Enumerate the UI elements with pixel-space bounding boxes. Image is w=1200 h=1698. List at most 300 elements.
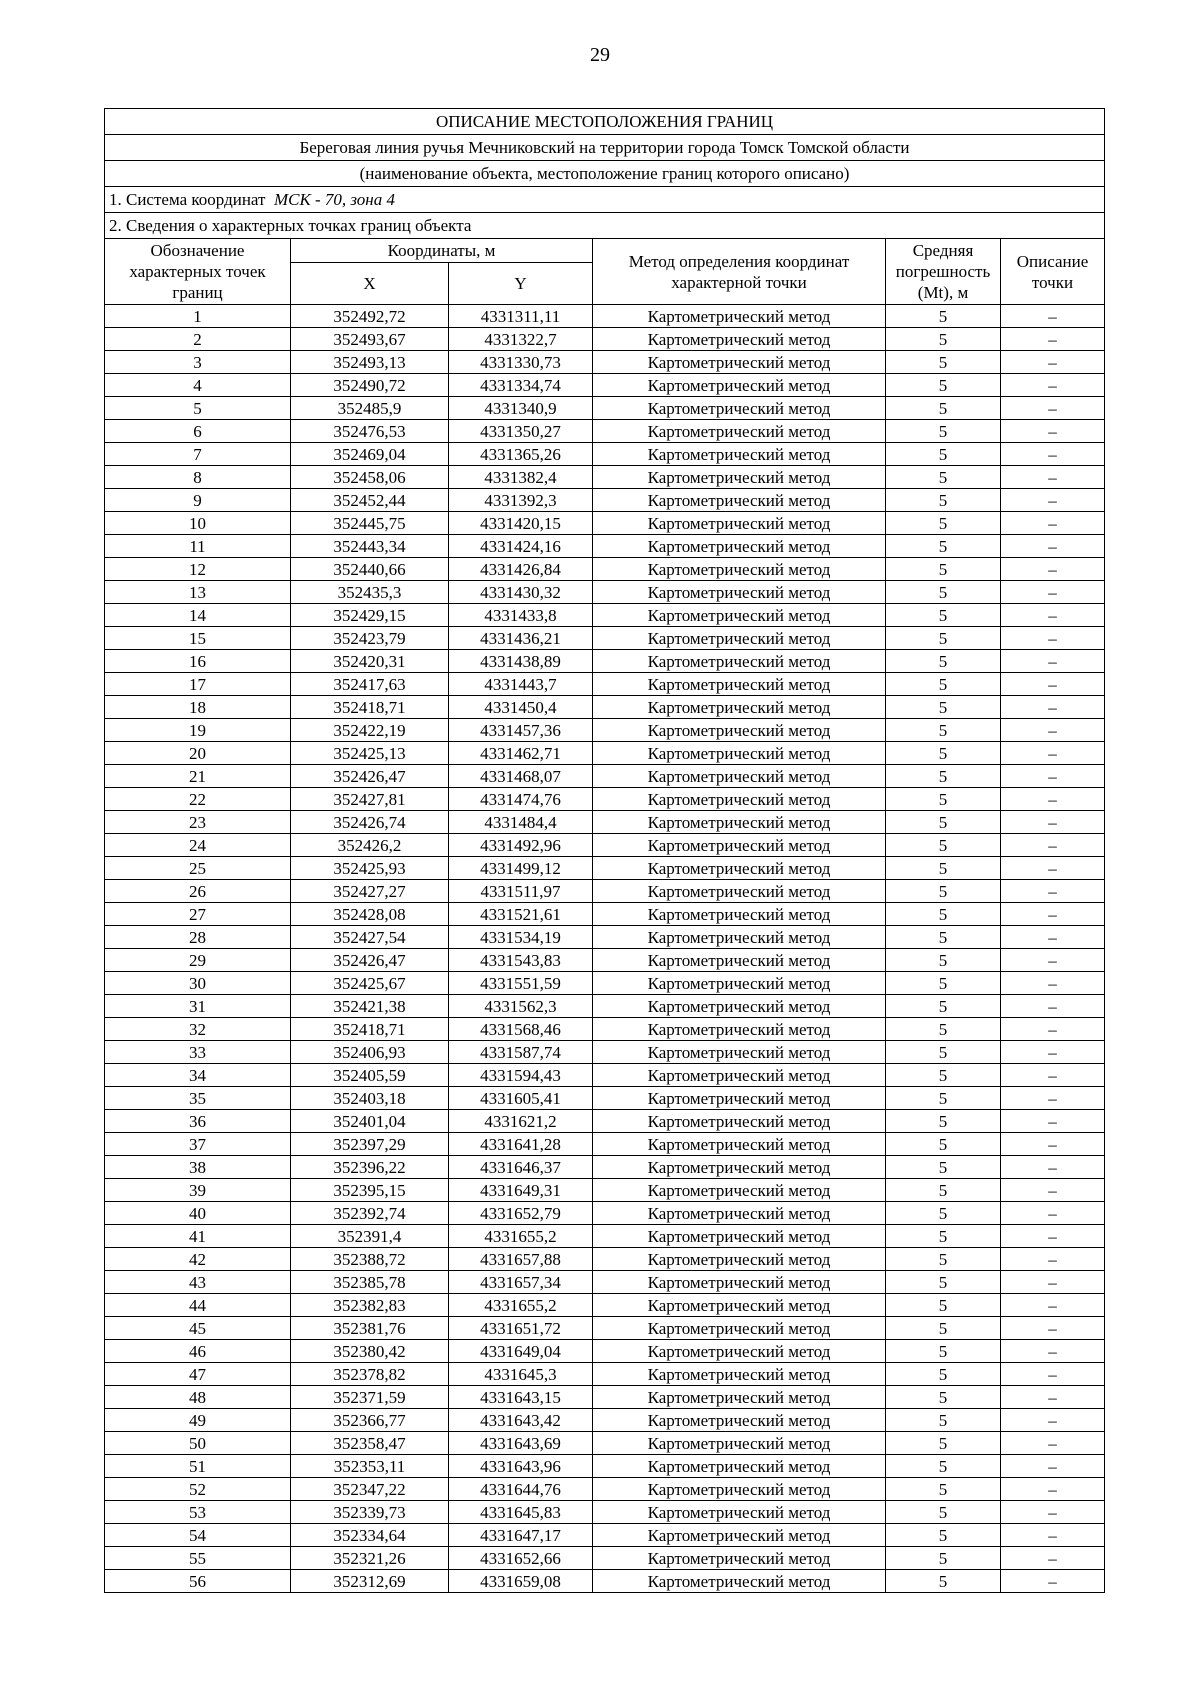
point-x: 352321,26 bbox=[291, 1547, 449, 1570]
point-description: – bbox=[1001, 811, 1105, 834]
point-y: 4331350,27 bbox=[449, 420, 593, 443]
point-description: – bbox=[1001, 581, 1105, 604]
coordinate-system-label: 1. Система координат bbox=[109, 190, 266, 209]
point-y: 4331330,73 bbox=[449, 351, 593, 374]
point-x: 352392,74 bbox=[291, 1202, 449, 1225]
point-error: 5 bbox=[886, 466, 1001, 489]
point-x: 352334,64 bbox=[291, 1524, 449, 1547]
table-row bbox=[105, 1547, 1105, 1570]
point-description: – bbox=[1001, 742, 1105, 765]
table-row bbox=[105, 374, 1105, 397]
point-error: 5 bbox=[886, 1248, 1001, 1271]
point-y: 4331492,96 bbox=[449, 834, 593, 857]
point-method: Картометрический метод bbox=[593, 1501, 886, 1524]
table-row bbox=[105, 788, 1105, 811]
point-description: – bbox=[1001, 1478, 1105, 1501]
point-method: Картометрический метод bbox=[593, 1455, 886, 1478]
point-y: 4331433,8 bbox=[449, 604, 593, 627]
point-error: 5 bbox=[886, 719, 1001, 742]
point-y: 4331652,79 bbox=[449, 1202, 593, 1225]
point-y: 4331647,17 bbox=[449, 1524, 593, 1547]
point-y: 4331543,83 bbox=[449, 949, 593, 972]
point-error: 5 bbox=[886, 949, 1001, 972]
point-description: – bbox=[1001, 995, 1105, 1018]
point-method: Картометрический метод bbox=[593, 673, 886, 696]
point-number: 43 bbox=[105, 1271, 291, 1294]
point-x: 352493,13 bbox=[291, 351, 449, 374]
point-method: Картометрический метод bbox=[593, 443, 886, 466]
point-method: Картометрический метод bbox=[593, 1248, 886, 1271]
point-y: 4331424,16 bbox=[449, 535, 593, 558]
point-description: – bbox=[1001, 535, 1105, 558]
point-description: – bbox=[1001, 1409, 1105, 1432]
point-error: 5 bbox=[886, 765, 1001, 788]
point-number: 56 bbox=[105, 1570, 291, 1593]
table-row bbox=[105, 742, 1105, 765]
table-row bbox=[105, 1041, 1105, 1064]
point-description: – bbox=[1001, 1133, 1105, 1156]
point-y: 4331322,7 bbox=[449, 328, 593, 351]
table-row bbox=[105, 351, 1105, 374]
point-description: – bbox=[1001, 696, 1105, 719]
point-number: 5 bbox=[105, 397, 291, 420]
point-number: 8 bbox=[105, 466, 291, 489]
point-method: Картометрический метод bbox=[593, 903, 886, 926]
point-x: 352420,31 bbox=[291, 650, 449, 673]
point-x: 352421,38 bbox=[291, 995, 449, 1018]
point-error: 5 bbox=[886, 420, 1001, 443]
point-y: 4331334,74 bbox=[449, 374, 593, 397]
point-number: 55 bbox=[105, 1547, 291, 1570]
point-method: Картометрический метод bbox=[593, 1363, 886, 1386]
point-y: 4331420,15 bbox=[449, 512, 593, 535]
table-row bbox=[105, 949, 1105, 972]
point-error: 5 bbox=[886, 374, 1001, 397]
point-y: 4331659,08 bbox=[449, 1570, 593, 1593]
point-description: – bbox=[1001, 765, 1105, 788]
point-x: 352426,74 bbox=[291, 811, 449, 834]
point-y: 4331511,97 bbox=[449, 880, 593, 903]
point-number: 49 bbox=[105, 1409, 291, 1432]
point-method: Картометрический метод bbox=[593, 1547, 886, 1570]
point-y: 4331450,4 bbox=[449, 696, 593, 719]
point-description: – bbox=[1001, 351, 1105, 374]
point-method: Картометрический метод bbox=[593, 1570, 886, 1593]
table-row bbox=[105, 995, 1105, 1018]
point-error: 5 bbox=[886, 1294, 1001, 1317]
point-method: Картометрический метод bbox=[593, 627, 886, 650]
point-error: 5 bbox=[886, 1202, 1001, 1225]
point-number: 12 bbox=[105, 558, 291, 581]
table-row bbox=[105, 489, 1105, 512]
point-error: 5 bbox=[886, 512, 1001, 535]
table-row bbox=[105, 535, 1105, 558]
point-y: 4331457,36 bbox=[449, 719, 593, 742]
point-number: 44 bbox=[105, 1294, 291, 1317]
point-number: 10 bbox=[105, 512, 291, 535]
point-error: 5 bbox=[886, 1156, 1001, 1179]
point-x: 352380,42 bbox=[291, 1340, 449, 1363]
point-method: Картометрический метод bbox=[593, 1340, 886, 1363]
point-description: – bbox=[1001, 1110, 1105, 1133]
point-y: 4331643,15 bbox=[449, 1386, 593, 1409]
point-method: Картометрический метод bbox=[593, 374, 886, 397]
point-y: 4331365,26 bbox=[449, 443, 593, 466]
point-x: 352490,72 bbox=[291, 374, 449, 397]
col-y-header: Y bbox=[449, 263, 593, 305]
point-method: Картометрический метод bbox=[593, 328, 886, 351]
table-row bbox=[105, 650, 1105, 673]
point-method: Картометрический метод bbox=[593, 788, 886, 811]
point-method: Картометрический метод bbox=[593, 742, 886, 765]
point-x: 352492,72 bbox=[291, 305, 449, 328]
point-x: 352445,75 bbox=[291, 512, 449, 535]
point-y: 4331644,76 bbox=[449, 1478, 593, 1501]
table-row bbox=[105, 328, 1105, 351]
col-designation-header: Обозначение характерных точек границ bbox=[105, 239, 291, 305]
point-y: 4331443,7 bbox=[449, 673, 593, 696]
point-x: 352396,22 bbox=[291, 1156, 449, 1179]
point-x: 352418,71 bbox=[291, 696, 449, 719]
point-x: 352403,18 bbox=[291, 1087, 449, 1110]
point-error: 5 bbox=[886, 1524, 1001, 1547]
point-y: 4331655,2 bbox=[449, 1225, 593, 1248]
point-method: Картометрический метод bbox=[593, 949, 886, 972]
point-error: 5 bbox=[886, 1363, 1001, 1386]
point-number: 24 bbox=[105, 834, 291, 857]
point-error: 5 bbox=[886, 443, 1001, 466]
table-row bbox=[105, 1248, 1105, 1271]
point-x: 352358,47 bbox=[291, 1432, 449, 1455]
point-method: Картометрический метод bbox=[593, 1478, 886, 1501]
point-x: 352395,15 bbox=[291, 1179, 449, 1202]
point-error: 5 bbox=[886, 1570, 1001, 1593]
point-y: 4331657,34 bbox=[449, 1271, 593, 1294]
point-x: 352425,13 bbox=[291, 742, 449, 765]
point-method: Картометрический метод bbox=[593, 1064, 886, 1087]
point-description: – bbox=[1001, 1317, 1105, 1340]
table-row bbox=[105, 673, 1105, 696]
point-x: 352378,82 bbox=[291, 1363, 449, 1386]
point-description: – bbox=[1001, 1087, 1105, 1110]
point-y: 4331551,59 bbox=[449, 972, 593, 995]
point-y: 4331562,3 bbox=[449, 995, 593, 1018]
point-y: 4331499,12 bbox=[449, 857, 593, 880]
point-number: 2 bbox=[105, 328, 291, 351]
point-x: 352427,54 bbox=[291, 926, 449, 949]
col-coords-header: Координаты, м bbox=[291, 239, 593, 263]
point-y: 4331468,07 bbox=[449, 765, 593, 788]
point-x: 352353,11 bbox=[291, 1455, 449, 1478]
point-number: 9 bbox=[105, 489, 291, 512]
table-row bbox=[105, 857, 1105, 880]
point-x: 352452,44 bbox=[291, 489, 449, 512]
point-x: 352366,77 bbox=[291, 1409, 449, 1432]
table-row bbox=[105, 1018, 1105, 1041]
table-row bbox=[105, 1501, 1105, 1524]
point-x: 352427,27 bbox=[291, 880, 449, 903]
point-method: Картометрический метод bbox=[593, 489, 886, 512]
point-description: – bbox=[1001, 489, 1105, 512]
table-row bbox=[105, 719, 1105, 742]
table-row bbox=[105, 765, 1105, 788]
point-y: 4331484,4 bbox=[449, 811, 593, 834]
point-y: 4331645,83 bbox=[449, 1501, 593, 1524]
point-description: – bbox=[1001, 1294, 1105, 1317]
point-method: Картометрический метод bbox=[593, 650, 886, 673]
coordinate-system-value: МСК - 70, зона 4 bbox=[273, 190, 395, 209]
point-description: – bbox=[1001, 1570, 1105, 1593]
point-error: 5 bbox=[886, 1087, 1001, 1110]
point-description: – bbox=[1001, 788, 1105, 811]
point-y: 4331521,61 bbox=[449, 903, 593, 926]
point-method: Картометрический метод bbox=[593, 1294, 886, 1317]
point-error: 5 bbox=[886, 558, 1001, 581]
point-error: 5 bbox=[886, 1271, 1001, 1294]
table-row bbox=[105, 972, 1105, 995]
point-error: 5 bbox=[886, 627, 1001, 650]
point-x: 352381,76 bbox=[291, 1317, 449, 1340]
point-method: Картометрический метод bbox=[593, 305, 886, 328]
point-method: Картометрический метод bbox=[593, 696, 886, 719]
table-row bbox=[105, 420, 1105, 443]
point-description: – bbox=[1001, 397, 1105, 420]
point-method: Картометрический метод bbox=[593, 1156, 886, 1179]
point-x: 352401,04 bbox=[291, 1110, 449, 1133]
point-method: Картометрический метод bbox=[593, 397, 886, 420]
point-method: Картометрический метод bbox=[593, 1225, 886, 1248]
point-description: – bbox=[1001, 1202, 1105, 1225]
point-x: 352422,19 bbox=[291, 719, 449, 742]
point-x: 352397,29 bbox=[291, 1133, 449, 1156]
point-description: – bbox=[1001, 1271, 1105, 1294]
table-row bbox=[105, 1317, 1105, 1340]
point-x: 352385,78 bbox=[291, 1271, 449, 1294]
point-description: – bbox=[1001, 834, 1105, 857]
table-row bbox=[105, 834, 1105, 857]
point-error: 5 bbox=[886, 1133, 1001, 1156]
point-error: 5 bbox=[886, 1110, 1001, 1133]
point-error: 5 bbox=[886, 1455, 1001, 1478]
points-table-body bbox=[105, 305, 1105, 1593]
table-row bbox=[105, 512, 1105, 535]
table-row bbox=[105, 604, 1105, 627]
point-x: 352423,79 bbox=[291, 627, 449, 650]
point-number: 51 bbox=[105, 1455, 291, 1478]
point-method: Картометрический метод bbox=[593, 1524, 886, 1547]
boundary-description-table bbox=[104, 108, 1105, 1593]
point-number: 33 bbox=[105, 1041, 291, 1064]
point-method: Картометрический метод bbox=[593, 972, 886, 995]
point-method: Картометрический метод bbox=[593, 1409, 886, 1432]
point-method: Картометрический метод bbox=[593, 1386, 886, 1409]
point-description: – bbox=[1001, 443, 1105, 466]
point-method: Картометрический метод bbox=[593, 719, 886, 742]
table-row bbox=[105, 880, 1105, 903]
point-error: 5 bbox=[886, 397, 1001, 420]
point-method: Картометрический метод bbox=[593, 466, 886, 489]
table-row bbox=[105, 696, 1105, 719]
point-x: 352469,04 bbox=[291, 443, 449, 466]
point-number: 31 bbox=[105, 995, 291, 1018]
point-method: Картометрический метод bbox=[593, 420, 886, 443]
point-error: 5 bbox=[886, 811, 1001, 834]
point-x: 352425,93 bbox=[291, 857, 449, 880]
point-y: 4331534,19 bbox=[449, 926, 593, 949]
point-number: 1 bbox=[105, 305, 291, 328]
point-x: 352382,83 bbox=[291, 1294, 449, 1317]
point-x: 352428,08 bbox=[291, 903, 449, 926]
point-error: 5 bbox=[886, 903, 1001, 926]
point-number: 19 bbox=[105, 719, 291, 742]
table-row bbox=[105, 397, 1105, 420]
point-description: – bbox=[1001, 1225, 1105, 1248]
point-description: – bbox=[1001, 880, 1105, 903]
point-y: 4331382,4 bbox=[449, 466, 593, 489]
point-x: 352426,47 bbox=[291, 765, 449, 788]
table-row bbox=[105, 926, 1105, 949]
point-y: 4331474,76 bbox=[449, 788, 593, 811]
point-number: 37 bbox=[105, 1133, 291, 1156]
point-description: – bbox=[1001, 1248, 1105, 1271]
point-number: 20 bbox=[105, 742, 291, 765]
point-x: 352425,67 bbox=[291, 972, 449, 995]
table-row bbox=[105, 1225, 1105, 1248]
point-error: 5 bbox=[886, 673, 1001, 696]
col-description-header: Описание точки bbox=[1001, 239, 1105, 305]
point-error: 5 bbox=[886, 834, 1001, 857]
point-error: 5 bbox=[886, 328, 1001, 351]
point-y: 4331655,2 bbox=[449, 1294, 593, 1317]
point-method: Картометрический метод bbox=[593, 1087, 886, 1110]
point-method: Картометрический метод bbox=[593, 1271, 886, 1294]
table-row bbox=[105, 1202, 1105, 1225]
point-method: Картометрический метод bbox=[593, 1041, 886, 1064]
point-x: 352440,66 bbox=[291, 558, 449, 581]
point-number: 35 bbox=[105, 1087, 291, 1110]
point-x: 352406,93 bbox=[291, 1041, 449, 1064]
point-number: 23 bbox=[105, 811, 291, 834]
point-error: 5 bbox=[886, 351, 1001, 374]
point-number: 4 bbox=[105, 374, 291, 397]
point-method: Картометрический метод bbox=[593, 1179, 886, 1202]
point-y: 4331657,88 bbox=[449, 1248, 593, 1271]
table-row bbox=[105, 1432, 1105, 1455]
point-number: 38 bbox=[105, 1156, 291, 1179]
point-error: 5 bbox=[886, 1179, 1001, 1202]
table-row bbox=[105, 558, 1105, 581]
point-x: 352458,06 bbox=[291, 466, 449, 489]
point-x: 352339,73 bbox=[291, 1501, 449, 1524]
table-row bbox=[105, 305, 1105, 328]
point-description: – bbox=[1001, 604, 1105, 627]
table-row bbox=[105, 1386, 1105, 1409]
point-method: Картометрический метод bbox=[593, 834, 886, 857]
point-method: Картометрический метод bbox=[593, 926, 886, 949]
table-row bbox=[105, 1455, 1105, 1478]
point-number: 21 bbox=[105, 765, 291, 788]
point-number: 17 bbox=[105, 673, 291, 696]
point-number: 39 bbox=[105, 1179, 291, 1202]
object-name: Береговая линия ручья Мечниковский на территории города Томск Томской области bbox=[105, 135, 1105, 161]
point-description: – bbox=[1001, 903, 1105, 926]
point-description: – bbox=[1001, 1455, 1105, 1478]
point-method: Картометрический метод bbox=[593, 1133, 886, 1156]
point-method: Картометрический метод bbox=[593, 765, 886, 788]
point-number: 16 bbox=[105, 650, 291, 673]
point-description: – bbox=[1001, 1501, 1105, 1524]
col-x-header: X bbox=[291, 263, 449, 305]
point-method: Картометрический метод bbox=[593, 351, 886, 374]
point-description: – bbox=[1001, 1547, 1105, 1570]
point-number: 47 bbox=[105, 1363, 291, 1386]
point-error: 5 bbox=[886, 535, 1001, 558]
point-y: 4331430,32 bbox=[449, 581, 593, 604]
point-number: 53 bbox=[105, 1501, 291, 1524]
point-error: 5 bbox=[886, 926, 1001, 949]
table-row bbox=[105, 581, 1105, 604]
point-error: 5 bbox=[886, 1225, 1001, 1248]
col-method-header: Метод определения координат характерной точки bbox=[593, 239, 886, 305]
point-y: 4331621,2 bbox=[449, 1110, 593, 1133]
point-description: – bbox=[1001, 558, 1105, 581]
point-error: 5 bbox=[886, 880, 1001, 903]
point-description: – bbox=[1001, 1386, 1105, 1409]
point-error: 5 bbox=[886, 972, 1001, 995]
point-number: 25 bbox=[105, 857, 291, 880]
point-error: 5 bbox=[886, 696, 1001, 719]
point-y: 4331438,89 bbox=[449, 650, 593, 673]
point-description: – bbox=[1001, 1156, 1105, 1179]
point-number: 32 bbox=[105, 1018, 291, 1041]
point-description: – bbox=[1001, 1432, 1105, 1455]
point-number: 15 bbox=[105, 627, 291, 650]
point-method: Картометрический метод bbox=[593, 512, 886, 535]
point-x: 352493,67 bbox=[291, 328, 449, 351]
point-description: – bbox=[1001, 1179, 1105, 1202]
point-error: 5 bbox=[886, 581, 1001, 604]
point-y: 4331641,28 bbox=[449, 1133, 593, 1156]
point-description: – bbox=[1001, 305, 1105, 328]
point-y: 4331568,46 bbox=[449, 1018, 593, 1041]
point-method: Картометрический метод bbox=[593, 1432, 886, 1455]
point-y: 4331587,74 bbox=[449, 1041, 593, 1064]
point-y: 4331311,11 bbox=[449, 305, 593, 328]
point-number: 14 bbox=[105, 604, 291, 627]
point-x: 352417,63 bbox=[291, 673, 449, 696]
point-y: 4331426,84 bbox=[449, 558, 593, 581]
table-row bbox=[105, 627, 1105, 650]
point-number: 29 bbox=[105, 949, 291, 972]
point-x: 352418,71 bbox=[291, 1018, 449, 1041]
table-row bbox=[105, 1271, 1105, 1294]
point-y: 4331643,69 bbox=[449, 1432, 593, 1455]
point-number: 3 bbox=[105, 351, 291, 374]
point-error: 5 bbox=[886, 1064, 1001, 1087]
point-number: 46 bbox=[105, 1340, 291, 1363]
table-row bbox=[105, 1133, 1105, 1156]
point-x: 352429,15 bbox=[291, 604, 449, 627]
point-method: Картометрический метод bbox=[593, 1018, 886, 1041]
point-number: 22 bbox=[105, 788, 291, 811]
point-method: Картометрический метод bbox=[593, 1202, 886, 1225]
point-error: 5 bbox=[886, 489, 1001, 512]
point-description: – bbox=[1001, 1524, 1105, 1547]
point-method: Картометрический метод bbox=[593, 880, 886, 903]
table-row bbox=[105, 1340, 1105, 1363]
point-y: 4331646,37 bbox=[449, 1156, 593, 1179]
point-description: – bbox=[1001, 1018, 1105, 1041]
